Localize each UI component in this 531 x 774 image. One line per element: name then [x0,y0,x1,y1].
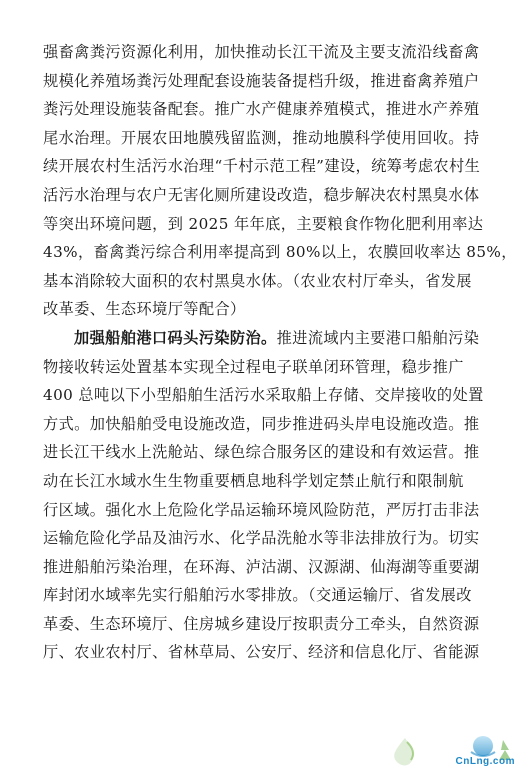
text-line: 革委、生态环境厅、住房城乡建设厅按职责分工牵头，自然资源 [43,614,480,633]
text-line: 物接收转运处置基本实现全过程电子联单闭环管理，稳步推广 [43,357,464,376]
text-line: 方式。加快船舶受电设施改造，同步推进码头岸电设施改造。推 [43,414,480,433]
paragraph-ship-port-pollution [43,324,503,667]
text-line: 推进船舶污染治理，在环海、泸沽湖、汉源湖、仙海湖等重要湖 [43,557,480,576]
text-span: 推进流域内主要港口船舶污染 [276,328,480,347]
section-heading: 加强船舶港口码头污染防治。 [74,328,277,347]
text-line: 规模化养殖场粪污处理配套设施装备提档升级，推进畜禽养殖户 [43,71,480,90]
text-line: 活污水治理与农户无害化厕所建设改造，稳步解决农村黑臭水体 [43,185,480,204]
text-line: 续开展农村生活污水治理“千村示范工程”建设，统筹考虑农村生 [43,157,481,176]
text-line: 400 总吨以下小型船舶生活污水采取船上存储、交岸接收的处置 [43,386,484,405]
text-line: 行区域。强化水上危险化学品运输环境风险防范，严厉打击非法 [43,500,480,519]
text-line: 改革委、生态环境厅等配合） [43,300,246,319]
paragraph-rural-pollution [43,38,517,324]
text-line [43,324,503,353]
watermark-text: CnLng.com [455,756,515,767]
text-line: 库封闭水域率先实行船舶污水零排放。（交通运输厅、省发展改 [43,586,472,605]
text-line: 粪污处理设施装备配套。推广水产健康养殖模式，推进水产养殖 [43,100,480,119]
text-line: 进长江干线水上洗舱站、绿色综合服务区的建设和有效运营。推 [43,443,480,462]
text-line: 运输危险化学品及油污水、化学品洗舱水等非法排放行为。切实 [43,529,480,548]
text-line: 强畜禽粪污资源化利用，加快推动长江干流及主要支流沿线畜禽 [43,43,480,61]
text-line: 基本消除较大面积的农村黑臭水体。（农业农村厅牵头，省发展 [43,271,472,290]
text-line: 厅、农业农村厅、省林草局、公安厅、经济和信息化厅、省能源 [43,643,480,662]
watermark-logo [385,732,525,770]
text-line: 动在长江水域水生生物重要栖息地科学划定禁止航行和限制航 [43,471,464,490]
text-line: 43%，畜禽粪污综合利用率提高到 80%以上，农膜回收率达 85%， [43,243,517,262]
document-page [43,38,517,667]
text-line: 等突出环境问题，到 2025 年年底，主要粮食作物化肥利用率达 [43,214,484,233]
text-line: 尾水治理。开展农田地膜残留监测，推动地膜科学使用回收。持 [43,128,480,147]
